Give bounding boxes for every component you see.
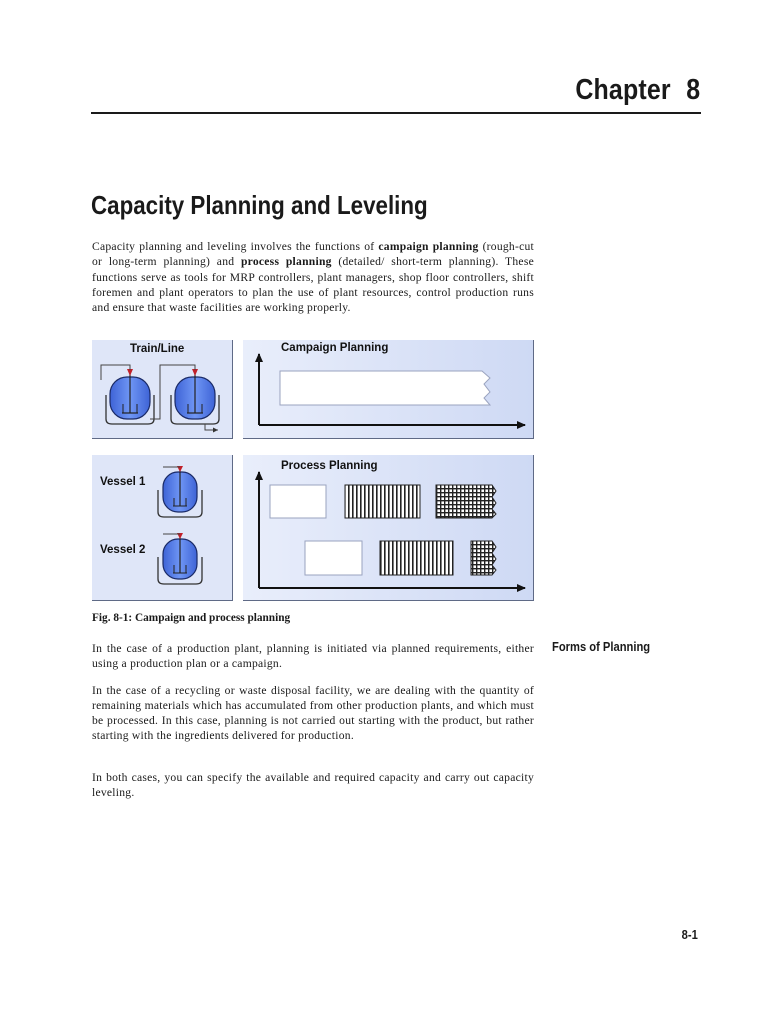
margin-note: Forms of Planning	[552, 639, 651, 654]
process-block-lines	[380, 541, 453, 575]
process-block-plain	[305, 541, 362, 575]
chapter-word: Chapter	[575, 74, 671, 106]
campaign-planning-label: Campaign Planning	[281, 342, 389, 354]
reactor-vessel-icon	[171, 369, 219, 424]
vessel-1-label: Vessel 1	[100, 476, 146, 488]
body-paragraph: In the case of a production plant, planning is initiated via planned requirements, either using a production plan or a campaign.	[92, 642, 534, 671]
intro-text-1: Capacity planning and leveling involves the functions of	[92, 240, 379, 253]
process-planning-label: Process Planning	[281, 460, 378, 472]
process-block-grid	[436, 485, 496, 518]
section-title: Capacity Planning and Leveling	[91, 190, 428, 220]
campaign-bar	[280, 371, 490, 405]
vessel-1-icon	[158, 466, 202, 517]
body-paragraph: In both cases, you can specify the available and required capacity and carry out capacity leveling.	[92, 771, 534, 800]
reactor-vessel-icon	[106, 369, 154, 424]
figure-caption: Fig. 8-1: Campaign and process planning	[92, 612, 291, 624]
process-block-plain	[270, 485, 326, 518]
intro-term-campaign-planning: campaign planning	[378, 240, 479, 253]
vessel-2-icon	[158, 533, 202, 584]
intro-text-2: (rough-cut or long-term planning) and	[92, 240, 534, 269]
intro-text-3: (detailed/ short-term planning). These functions serve as tools for MRP controllers, plant managers, shop floor controllers, shift foremen and plant operators to plan the use of plant resources, control production runs and ensure that waste facilities are working properly.	[92, 255, 534, 315]
body-paragraph: In the case of a recycling or waste disposal facility, we are dealing with the quantity of remaining materials which has accumulated from other production plants, and which must be processed. In this case, planning is not carried out starting with the product, but rather starting with the ingredients delivered for production.	[92, 684, 534, 743]
process-block-grid	[471, 541, 496, 575]
chapter-number: 8	[685, 74, 700, 106]
page-number: 8-1	[681, 927, 698, 942]
vessel-2-label: Vessel 2	[100, 544, 146, 556]
train-line-label: Train/Line	[130, 343, 185, 355]
intro-term-process-planning: process planning	[240, 255, 332, 269]
process-block-lines	[345, 485, 420, 518]
